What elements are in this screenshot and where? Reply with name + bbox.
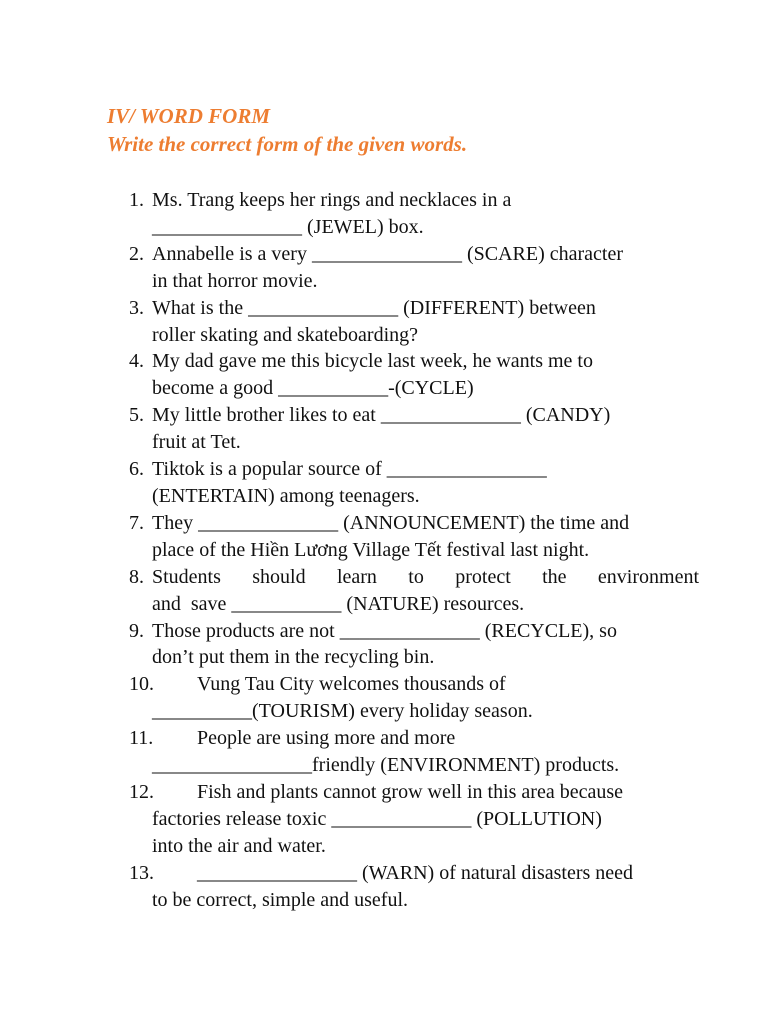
item-number: 6. [129,458,144,481]
item-line-text: ________________ (WARN) of natural disasters need [197,861,634,884]
item-line [152,860,699,887]
item-line: in that horror movie. [152,269,318,292]
item-line: Tiktok is a popular source of ________________ [152,458,547,481]
list-item [129,402,699,456]
item-number: 10. [129,673,154,696]
item-number: 2. [129,242,144,265]
item-line-text: Vung Tau City welcomes thousands of [197,673,506,696]
item-number: 13. [129,861,154,884]
item-number: 1. [129,189,144,211]
item-line: Those products are not ______________ (RECYCLE), so [152,619,617,642]
item-number: 5. [129,404,144,427]
item-line: __________(TOURISM) every holiday season. [152,700,533,723]
item-line: don’t put them in the recycling bin. [152,646,435,669]
item-line [152,779,699,806]
item-line: ________________friendly (ENVIRONMENT) products. [152,754,620,777]
item-line: My dad gave me this bicycle last week, he wants me to [152,350,593,373]
item-line-text: Fish and plants cannot grow well in this area because [197,780,623,803]
item-line: Annabelle is a very _______________ (SCARE) character [152,242,623,265]
item-number: 3. [129,296,144,319]
item-line: into the air and water. [152,834,326,857]
item-line: _______________ (JEWEL) box. [152,215,424,238]
list-item [129,779,699,860]
item-line: fruit at Tet. [152,431,241,454]
list-item [129,241,699,295]
list-item [129,456,699,510]
item-line: and save ___________ (NATURE) resources. [152,592,525,615]
item-line: become a good ___________-(CYCLE) [152,377,474,400]
section-title: IV/ WORD FORM [107,104,270,128]
item-line: place of the Hiền Lương Village Tết festival last night. [152,538,590,561]
exercise-list [129,187,699,913]
item-line [152,725,699,752]
item-line [152,671,699,698]
list-item [129,187,699,241]
item-line: They ______________ (ANNOUNCEMENT) the time and [152,511,630,534]
list-item [129,671,699,725]
list-item [129,618,699,672]
item-number: 4. [129,350,144,373]
list-item [129,295,699,349]
item-number: 8. [129,565,144,588]
list-item [129,348,699,402]
item-number: 7. [129,511,144,534]
item-line: roller skating and skateboarding? [152,323,419,346]
list-item [129,510,699,564]
list-item [129,725,699,779]
item-line: (ENTERTAIN) among teenagers. [152,484,420,507]
list-item [129,860,699,914]
item-number: 11. [129,727,154,750]
item-line: What is the _______________ (DIFFERENT) between [152,296,596,319]
item-line: factories release toxic ______________ (POLLUTION) [152,807,602,830]
item-line: My little brother likes to eat ______________ (CANDY) [152,404,611,427]
list-item [129,564,699,618]
section-instruction: Write the correct form of the given words. [107,132,468,156]
item-number: 9. [129,619,144,642]
item-line: Students should learn to protect the environment [152,565,699,588]
item-line-text: People are using more and more [197,727,456,750]
section-heading [107,102,467,158]
item-number: 12. [129,780,154,803]
item-line: to be correct, simple and useful. [152,888,409,911]
item-line: Ms. Trang keeps her rings and necklaces in a [152,189,512,211]
